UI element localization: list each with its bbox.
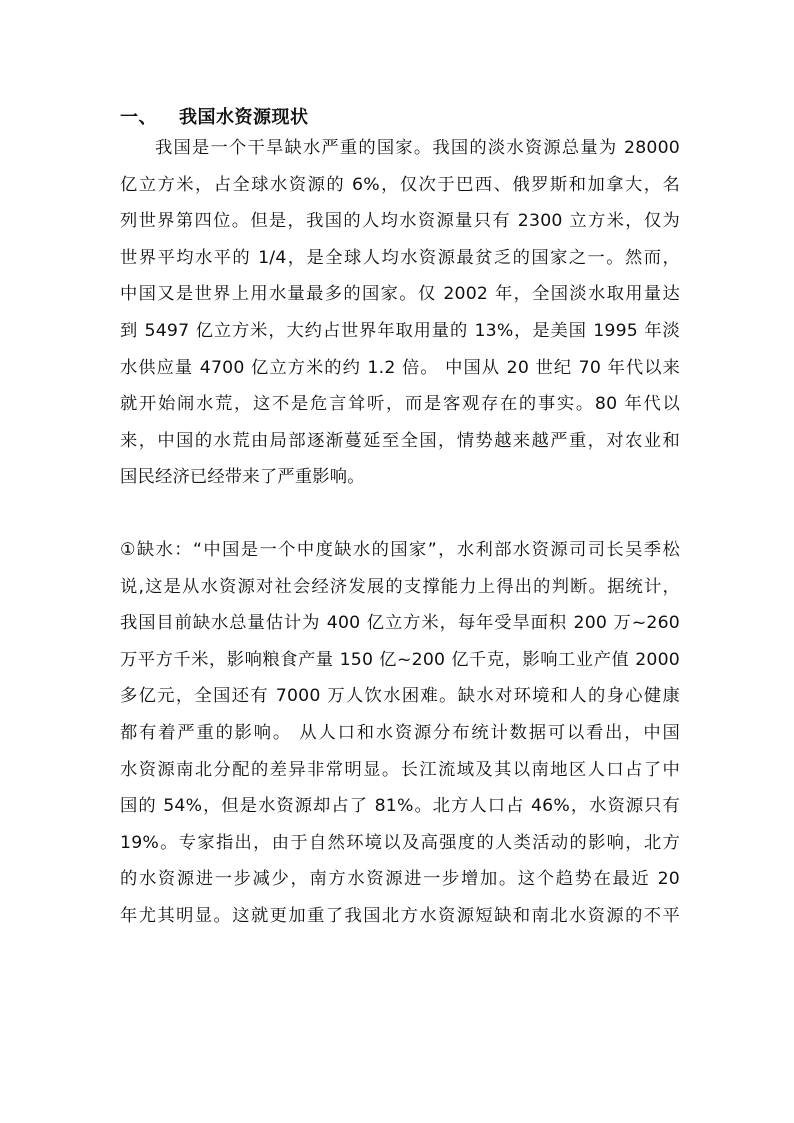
paragraph-line: 水资源南北分配的差异非常明显。长江流域及其以南地区人口占了中 [120,759,680,780]
paragraph-water-overview [120,130,680,496]
paragraph-line: 都有着严重的影响。 从人口和水资源分布统计数据可以看出，中国 [120,722,680,743]
paragraph-line: 国的 54%，但是水资源却占了 81%。北方人口占 46%，水资源只有 [120,796,680,817]
paragraph-line: 的水资源进一步减少，南方水资源进一步增加。这个趋势在最近 20 [120,869,680,890]
paragraph-line: 来，中国的水荒由局部逐渐蔓延至全国，情势越来越严重，对农业和 [120,430,680,451]
paragraph-line: 就开始闹水荒，这不是危言耸听，而是客观存在的事实。80 年代以 [120,394,680,415]
paragraph-line: 说,这是从水资源对社会经济发展的支撑能力上得出的判断。据统计， [120,576,680,597]
paragraph-line: 列世界第四位。但是，我国的人均水资源量只有 2300 立方米，仅为 [120,211,680,232]
paragraph-water-shortage [120,532,680,935]
paragraph-line: 到 5497 亿立方米，大约占世界年取用量的 13%，是美国 1995 年淡 [120,320,680,341]
paragraph-line: 我国目前缺水总量估计为 400 亿立方米，每年受旱面积 200 万~260 [120,613,680,634]
paragraph-line: 世界平均水平的 1/4，是全球人均水资源最贫乏的国家之一。然而， [120,247,680,268]
paragraph-line: 亿立方米，占全球水资源的 6%，仅次于巴西、俄罗斯和加拿大，名 [120,174,680,195]
paragraph-line: 水供应量 4700 亿立方米的约 1.2 倍。 中国从 20 世纪 70 年代以来 [120,357,680,378]
paragraph-line: 年尤其明显。这就更加重了我国北方水资源短缺和南北水资源的不平 [120,905,680,926]
paragraph-line: 国民经济已经带来了严重影响。 [120,467,365,488]
paragraph-line: 我国是一个干旱缺水严重的国家。我国的淡水资源总量为 28000 [155,138,680,158]
paragraph-line: ①缺水：“中国是一个中度缺水的国家”，水利部水资源司司长吴季松 [120,540,680,560]
paragraph-line: 多亿元，全国还有 7000 万人饮水困难。缺水对环境和人的身心健康 [120,686,680,707]
section-heading [120,103,309,129]
section-number: 一、 [120,107,157,128]
paragraph-line: 19%。专家指出，由于自然环境以及高强度的人类活动的影响，北方 [120,832,680,853]
paragraph-line: 万平方千米，影响粮食产量 150 亿~200 亿千克，影响工业产值 2000 [120,649,680,670]
section-title: 我国水资源现状 [179,107,309,128]
paragraph-line: 中国又是世界上用水量最多的国家。仅 2002 年，全国淡水取用量达 [120,284,680,305]
